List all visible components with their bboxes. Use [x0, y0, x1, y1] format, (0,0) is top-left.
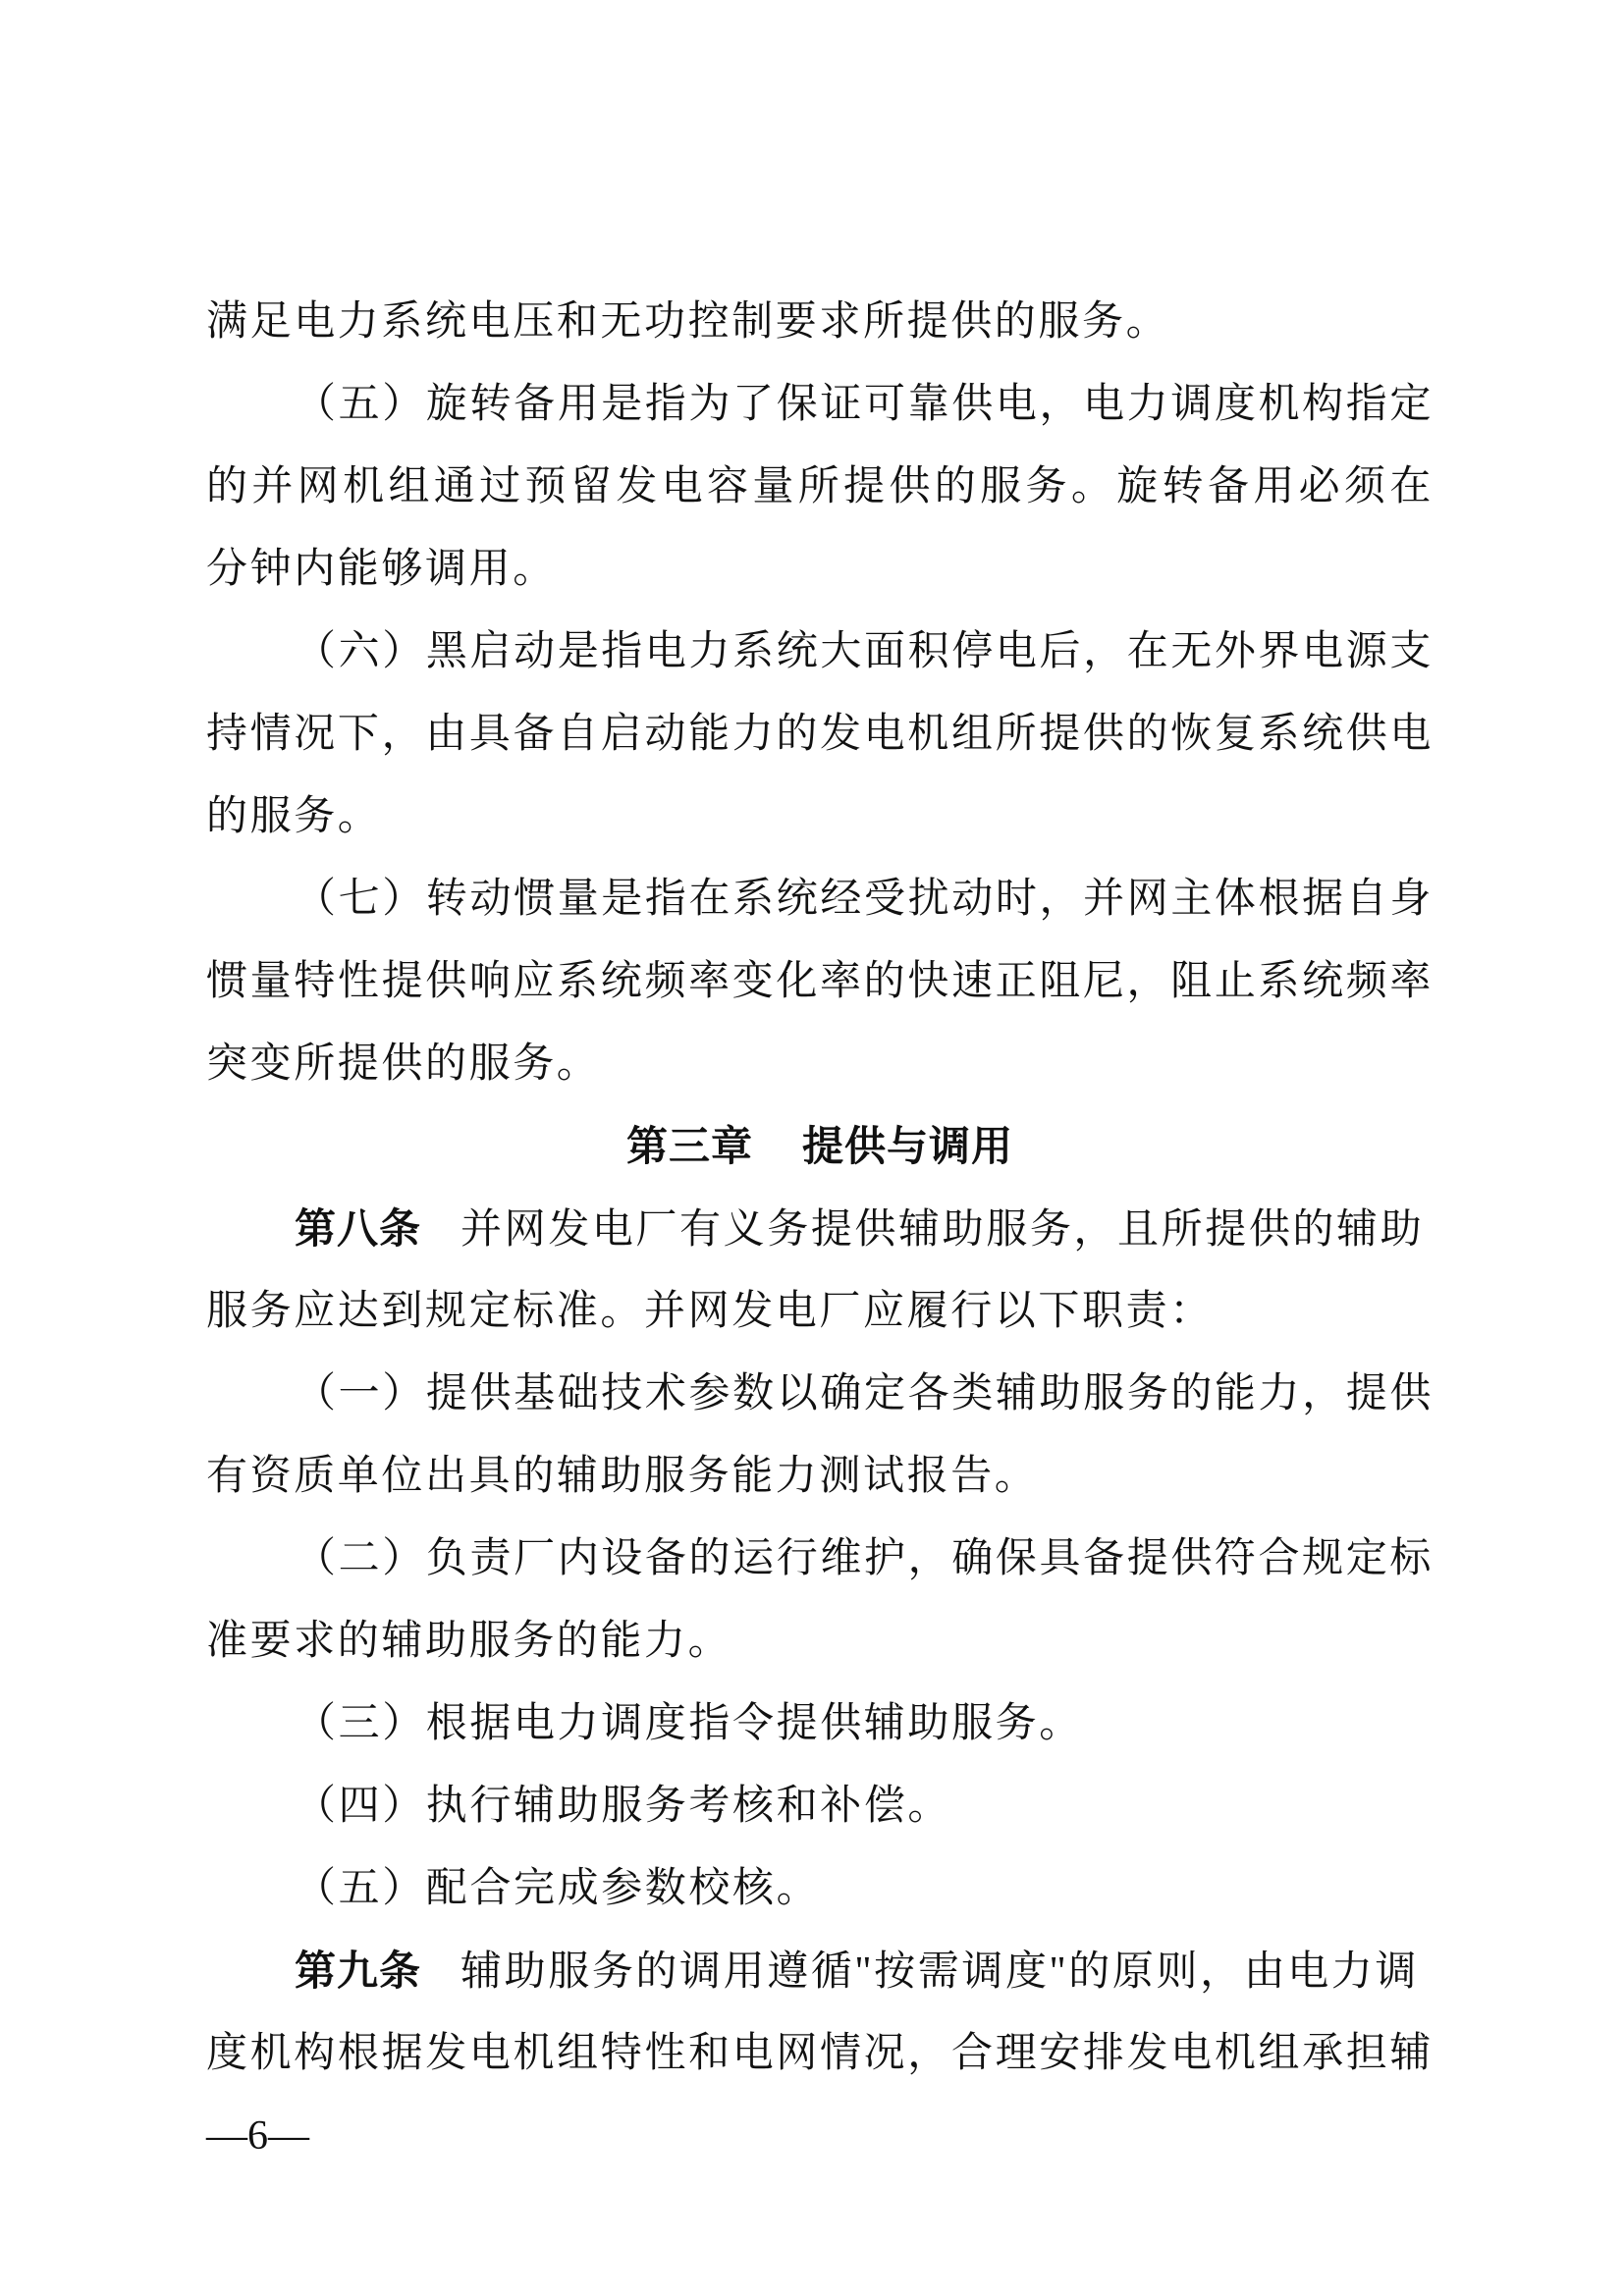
text-line: （五）旋转备用是指为了保证可靠供电，电力调度机构指定 — [295, 382, 1434, 427]
chapter-heading — [206, 1105, 1434, 1188]
chapter-number: 第三章 — [625, 1122, 753, 1170]
article-line — [206, 1930, 1434, 2012]
text-line: 的服务。 — [206, 794, 382, 839]
article-label: 第八条 — [295, 1204, 422, 1253]
text-line: 突变所提供的服务。 — [206, 1041, 601, 1087]
document-page — [206, 281, 1434, 2177]
text-line: 惯量特性提供响应系统频率变化率的快速正阻尼，阻止系统频率 — [206, 959, 1434, 1004]
text-line: 分钟内能够调用。 — [206, 547, 557, 592]
text-line: 的并网机组通过预留发电容量所提供的服务。旋转备用必须在 — [206, 464, 1434, 509]
text-line: 有资质单位出具的辅助服务能力测试报告。 — [206, 1454, 1039, 1499]
text-line: （二）负责厂内设备的运行维护，确保具备提供符合规定标 — [295, 1536, 1434, 1581]
text-line: 准要求的辅助服务的能力。 — [206, 1619, 732, 1664]
text-line: （五）配合完成参数校核。 — [295, 1866, 821, 1911]
text-line: （四）执行辅助服务考核和补偿。 — [295, 1784, 952, 1829]
text-line: （六）黑启动是指电力系统大面积停电后，在无外界电源支 — [295, 629, 1434, 674]
text-line: 服务应达到规定标准。并网发电厂应履行以下职责： — [206, 1289, 1214, 1334]
text-line: （三）根据电力调度指令提供辅助服务。 — [295, 1701, 1083, 1746]
article-label: 第九条 — [295, 1947, 422, 1995]
page-number: —6— — [206, 2113, 309, 2159]
article-text: 辅助服务的调用遵循"按需调度"的原则，由电力调 — [460, 1949, 1420, 1995]
article-line — [206, 1188, 1434, 1270]
text-line: （一）提供基础技术参数以确定各类辅助服务的能力，提供 — [295, 1371, 1434, 1416]
text-line: 满足电力系统电压和无功控制要求所提供的服务。 — [206, 299, 1170, 345]
text-line: （七）转动惯量是指在系统经受扰动时，并网主体根据自身 — [295, 877, 1434, 922]
article-text: 并网发电厂有义务提供辅助服务，且所提供的辅助 — [460, 1207, 1425, 1253]
text-line: 度机构根据发电机组特性和电网情况，合理安排发电机组承担辅 — [206, 2031, 1434, 2076]
text-line: 持情况下，由具备自启动能力的发电机组所提供的恢复系统供电 — [206, 712, 1434, 757]
chapter-title: 提供与调用 — [802, 1122, 1014, 1170]
